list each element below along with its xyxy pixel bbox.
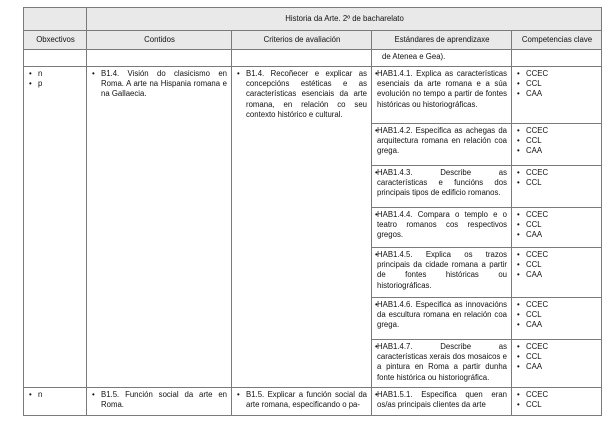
objectives-cell [24, 67, 87, 388]
competency-item: • CAA [517, 320, 597, 330]
content-cell [87, 67, 232, 388]
header-blank-cell [24, 8, 87, 31]
objective-item: • n [29, 69, 82, 79]
standard-text: HAB1.5.1. Especifica quen eran os/as principais clientes da arte [377, 390, 507, 410]
competencies-cell [512, 208, 602, 248]
column-header-competencies: Competencias clave [512, 31, 602, 50]
competencies-cell [512, 340, 602, 388]
criteria-item: • B1.4. Recoñecer e explicar as concepcións estéticas e as características esenciais da arte romana, en relación co seu contexto histórico e cultural. [237, 69, 367, 120]
competency-item: • CAA [517, 89, 597, 99]
competency-item: • CCEC [517, 250, 597, 260]
objective-item: • n [29, 390, 82, 400]
standard-cell: • HAB1.4.7. Describe as características xerais dos mosaicos e a pintura en Roma a partir dunha fonte histórica ou historiográfica. [372, 340, 512, 388]
standard-cell: • HAB1.4.4. Compara o templo e o teatro romanos cos respectivos gregos. [372, 208, 512, 248]
competency-item: • CAA [517, 362, 597, 372]
standard-cell: • HAB1.4.6. Especifica as innovacións da escultura romana en relación coa grega. [372, 298, 512, 340]
competency-item: • CCEC [517, 69, 597, 79]
competency-item: • CCL [517, 260, 597, 270]
competency-item: • CCL [517, 178, 597, 188]
column-header-standards: Estándares de aprendizaxe [372, 31, 512, 50]
continuation-cell [24, 50, 87, 67]
objectives-cell [24, 388, 87, 416]
competencies-cell [512, 388, 602, 416]
competencies-cell [512, 67, 602, 124]
competency-item: • CCEC [517, 300, 597, 310]
continuation-text: de Atenea e Gea). [372, 50, 512, 67]
competencies-cell [512, 124, 602, 166]
content-cell [87, 388, 232, 416]
competency-item: • CCL [517, 136, 597, 146]
competency-item: • CCL [517, 79, 597, 89]
curriculum-table [23, 7, 602, 416]
standard-text: HAB1.4.7. Describe as características xerais dos mosaicos e a pintura en Roma a partir dunha fonte histórica ou historiográfica. [377, 342, 507, 382]
competencies-cell [512, 248, 602, 298]
standard-text: HAB1.4.2. Especifica as achegas da arquitectura romana en relación coa grega. [377, 126, 507, 156]
continuation-cell [512, 50, 602, 67]
competency-item: • CCEC [517, 342, 597, 352]
criteria-cell [232, 388, 372, 416]
continuation-cell [87, 50, 232, 67]
standard-text: HAB1.4.4. Compara o templo e o teatro romanos cos respectivos gregos. [377, 210, 507, 240]
standard-cell: • HAB1.4.2. Especifica as achegas da arquitectura romana en relación coa grega. [372, 124, 512, 166]
criteria-item: • B1.5. Explicar a función social da arte romana, especificando o pa- [237, 390, 367, 410]
column-header-contents: Contidos [87, 31, 232, 50]
competency-item: • CAA [517, 146, 597, 156]
standard-text: HAB1.4.3. Describe as características e funcións dos principais tipos de edificio romanos. [377, 168, 507, 198]
competency-item: • CCL [517, 352, 597, 362]
criteria-cell [232, 67, 372, 388]
competencies-cell [512, 298, 602, 340]
content-item: • B1.4. Visión do clasicismo en Roma. A arte na Hispania romana e na Gallaecia. [92, 69, 227, 100]
competency-item: • CCEC [517, 390, 597, 400]
competencies-cell [512, 166, 602, 208]
competency-item: • CCL [517, 400, 597, 410]
standard-cell: • HAB1.5.1. Especifica quen eran os/as principais clientes da arte [372, 388, 512, 416]
competency-item: • CCEC [517, 168, 597, 178]
standard-cell: • HAB1.4.3. Describe as características e funcións dos principais tipos de edificio romanos. [372, 166, 512, 208]
table-title: Historia da Arte. 2º de bacharelato [87, 8, 602, 31]
standard-cell: • HAB1.4.1. Explica as características esenciais da arte romana e a súa evolución no tempo a partir de fontes históricas ou historiográficas. [372, 67, 512, 124]
objective-item: • p [29, 79, 82, 89]
standard-cell: • HAB1.4.5. Explica os trazos principais da cidade romana a partir de fontes históricas ou historiográficas. [372, 248, 512, 298]
competency-item: • CAA [517, 270, 597, 280]
standard-text: HAB1.4.6. Especifica as innovacións da escultura romana en relación coa grega. [377, 300, 507, 330]
column-header-objectives: Obxectivos [24, 31, 87, 50]
competency-item: • CCEC [517, 210, 597, 220]
competency-item: • CCEC [517, 126, 597, 136]
column-header-criteria: Criterios de avaliación [232, 31, 372, 50]
content-item: • B1.5. Función social da arte en Roma. [92, 390, 227, 410]
standard-text: HAB1.4.1. Explica as características esenciais da arte romana e a súa evolución no tempo a partir de fontes históricas ou historiográficas. [377, 69, 507, 109]
competency-item: • CAA [517, 230, 597, 240]
competency-item: • CCL [517, 310, 597, 320]
standard-text: HAB1.4.5. Explica os trazos principais da cidade romana a partir de fontes históricas ou historiográficas. [377, 250, 507, 290]
competency-item: • CCL [517, 220, 597, 230]
continuation-cell [232, 50, 372, 67]
